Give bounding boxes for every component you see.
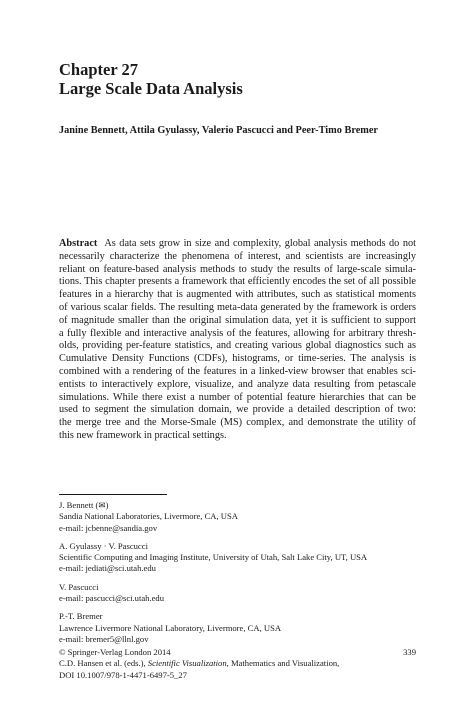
affiliation-email: e-mail: pascucci@sci.utah.edu xyxy=(59,593,165,604)
affiliation-institution: Sandia National Laboratories, Livermore, CA, USA xyxy=(59,511,238,522)
abstract-line: tions. This chapter presents a framework that efficiently encodes the set of all possible xyxy=(59,276,416,288)
abstract-line: olds, providing per-feature statistics, and creating various global diagnostics such as xyxy=(59,340,416,352)
abstract-line: simulations. While there exist a number of potential feature hierarchies that can be xyxy=(59,391,416,403)
affiliation-name: P.-T. Bremer xyxy=(59,611,103,622)
abstract-line: features in a hierarchy that is augmented with attributes, such as statistical moments xyxy=(59,289,416,301)
abstract-line: the merge tree and the Morse-Smale (MS) complex, and demonstrate the utility of xyxy=(59,417,416,429)
page-number: 339 xyxy=(403,647,416,657)
citation-line xyxy=(59,658,416,669)
affiliation-email: e-mail: bremer5@llnl.gov xyxy=(59,633,149,644)
affiliation-name: V. Pascucci xyxy=(59,581,99,592)
abstract xyxy=(59,238,416,443)
affiliation-institution: Scientific Computing and Imaging Institute, University of Utah, Salt Lake City, UT, USA xyxy=(59,552,368,563)
abstract-line: combined with a rendering of the features in a linked-view browser that enables sci- xyxy=(59,365,416,377)
chapter-number: Chapter 27 xyxy=(59,60,138,79)
author-list: Janine Bennett, Attila Gyulassy, Valerio Pascucci and Peer-Timo Bremer xyxy=(59,125,378,136)
abstract-line: entists to interactively explore, visualize, and analyze data resulting from petascale xyxy=(59,378,416,390)
abstract-line-text: As data sets grow in size and complexity, global analysis methods do not xyxy=(104,238,416,249)
citation-prefix: C.D. Hansen et al. (eds.), xyxy=(59,658,148,669)
affiliation-block xyxy=(59,541,419,575)
affiliation-email: e-mail: jcbenne@sandia.gov xyxy=(59,522,158,533)
affiliation-name: A. Gyulassy · V. Pascucci xyxy=(59,540,148,551)
affiliation-block xyxy=(59,500,419,534)
citation-suffix: , Mathematics and Visualization, xyxy=(226,658,340,669)
abstract-line: Cumulative Density Functions (CDFs), histograms, or time-series. The analysis is xyxy=(59,353,416,365)
abstract-line: of magnitude smaller than the original simulation data, yet it is sufficient to support xyxy=(59,314,416,326)
copyright-notice: © Springer-Verlag London 2014 xyxy=(59,647,171,657)
affiliation-block xyxy=(59,582,419,605)
abstract-line: used to segment the simulation domain, we provide a detailed description of two: xyxy=(59,404,416,416)
doi: DOI 10.1007/978-1-4471-6497-5_27 xyxy=(59,669,187,680)
abstract-line xyxy=(59,238,416,251)
abstract-line: a fully flexible and interactive analysis of the features, allowing for arbitrary thresh- xyxy=(59,327,416,339)
abstract-line: reliant on feature-based analysis methods to study the results of large-scale simula- xyxy=(59,263,416,275)
footnote-divider xyxy=(59,494,167,495)
abstract-line: this new framework in practical settings. xyxy=(59,429,227,441)
affiliation-institution: Lawrence Livermore National Laboratory, Livermore, CA, USA xyxy=(59,622,282,633)
affiliations xyxy=(59,500,419,652)
book-title: Scientific Visualization xyxy=(147,658,227,669)
chapter-title: Large Scale Data Analysis xyxy=(59,79,243,98)
page-footer xyxy=(59,647,416,681)
affiliation-block xyxy=(59,611,419,645)
abstract-label: Abstract xyxy=(59,238,98,249)
abstract-line: necessarily characterize the phenomena of interest, and scientists are increasingly xyxy=(59,250,416,262)
affiliation-name: J. Bennett (✉) xyxy=(59,500,109,510)
abstract-line: of various scalar fields. The resulting meta-data generated by the framework is orders xyxy=(59,301,416,313)
affiliation-email: e-mail: jediati@sci.utah.edu xyxy=(59,563,156,574)
